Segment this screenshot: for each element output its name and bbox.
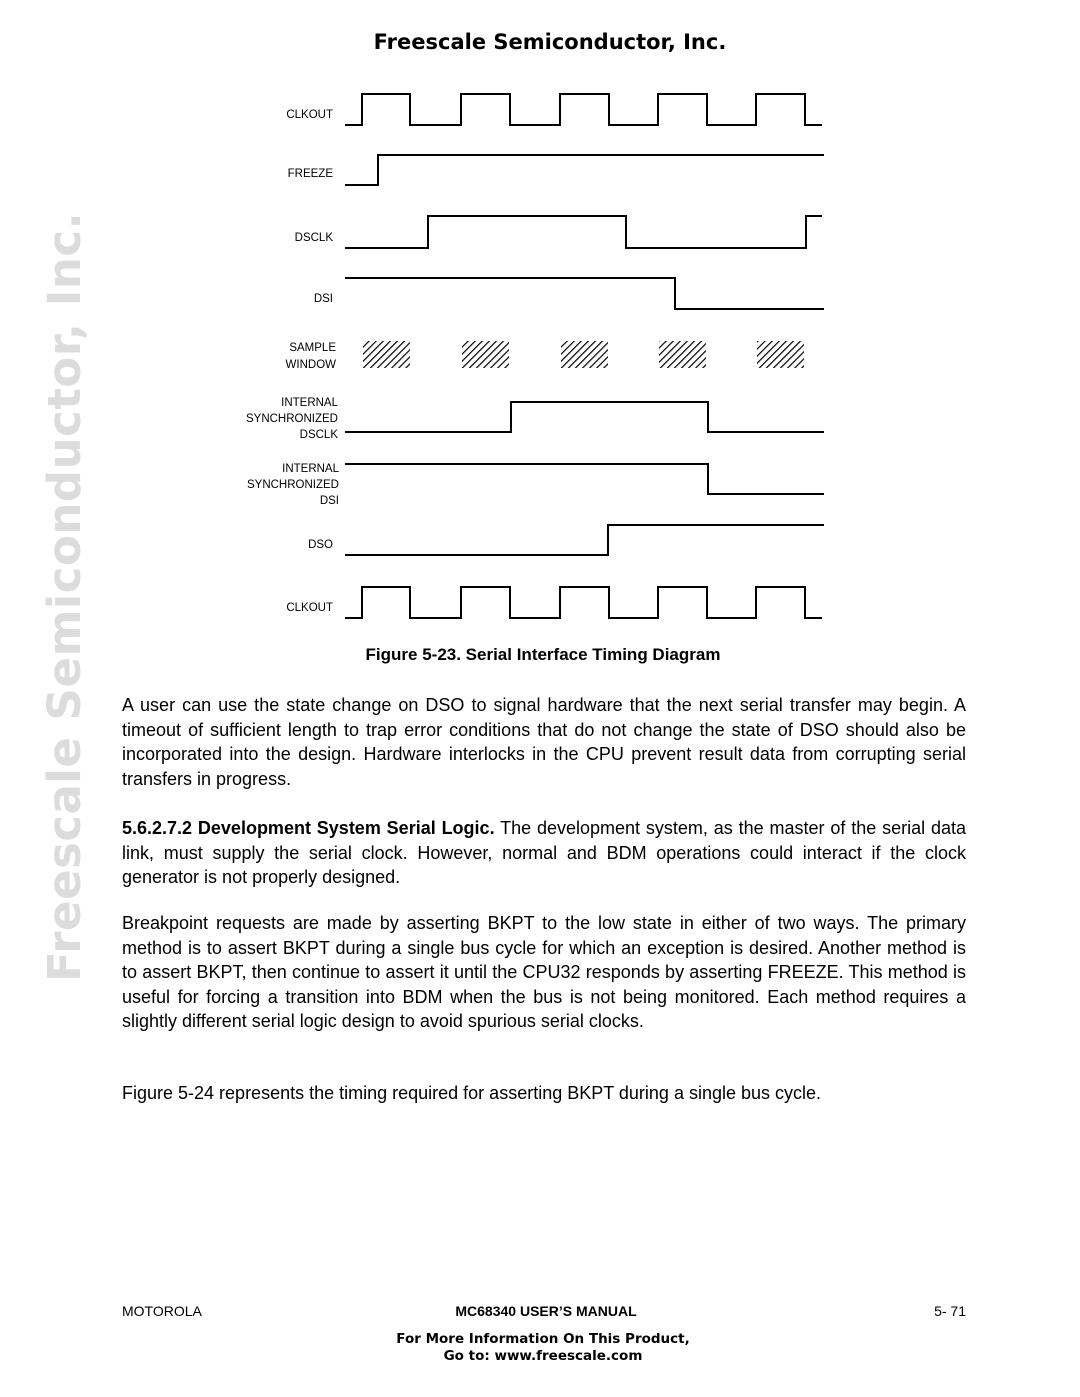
sample-window-block	[757, 341, 804, 368]
signal-label-isdsi-2: SYNCHRONIZED	[246, 479, 339, 491]
waveform-dsclk	[345, 216, 822, 248]
footer-page-number: 5- 71	[934, 1303, 966, 1319]
signal-internal-sync-dsclk	[246, 397, 824, 441]
paragraph-serial-logic-text: The development system, as the master of the serial data link, must supply the serial clock. However, normal and BDM operations could interact if the clock generator is not properly designed.	[122, 818, 966, 887]
waveform-clkout-bottom	[345, 587, 822, 618]
paragraph-serial-logic	[122, 816, 966, 890]
signal-label-dsclk: DSCLK	[294, 232, 333, 244]
waveform-internal-sync-dsclk	[345, 402, 824, 432]
section-heading: 5.6.2.7.2 Development System Serial Logic.	[122, 818, 495, 838]
signal-label-window: WINDOW	[285, 359, 336, 371]
timing-diagram	[0, 80, 1080, 640]
signal-clkout-top	[286, 94, 822, 125]
signal-clkout-bottom	[286, 587, 822, 618]
sample-window-block	[561, 341, 608, 368]
figure-caption: Figure 5-23. Serial Interface Timing Diagram	[365, 645, 721, 664]
signal-label-isdsclk-3: DSCLK	[299, 429, 338, 441]
waveform-clkout-top	[345, 94, 822, 125]
waveform-freeze	[345, 155, 824, 185]
sample-window-block	[462, 341, 509, 368]
signal-dsi	[314, 278, 824, 309]
sample-window-block	[363, 341, 410, 368]
page-header-title: Freescale Semiconductor, Inc.	[373, 30, 727, 54]
signal-label-clkout-top: CLKOUT	[286, 109, 333, 121]
waveform-dso	[345, 525, 824, 555]
waveform-dsi	[345, 278, 824, 309]
signal-freeze	[288, 155, 824, 185]
footer-manual-title: MC68340 USER’S MANUAL	[455, 1303, 637, 1319]
paragraph-breakpoint: Breakpoint requests are made by asserting BKPT to the low state in either of two ways. The primary method is to assert BKPT during a single bus cycle for which an exception is desired. Another method is to assert BKPT, then continue to assert it until the CPU32 responds by asserting FREEZE. This method is useful for forcing a transition into BDM when the bus is not being monitored. Each method requires a slightly different serial logic design to avoid spurious serial clocks.	[122, 913, 966, 1031]
signal-dsclk	[295, 216, 822, 248]
waveform-internal-sync-dsi	[345, 464, 824, 494]
signal-label-isdsi-1: INTERNAL	[282, 463, 339, 475]
footer-info-line1: For More Information On This Product,	[396, 1331, 690, 1347]
sample-window-block	[659, 341, 706, 368]
signal-label-dso: DSO	[308, 539, 333, 551]
signal-label-dsi: DSI	[313, 293, 333, 305]
signal-label-clkout-bottom: CLKOUT	[286, 602, 333, 614]
paragraph-dso-signal: A user can use the state change on DSO to signal hardware that the next serial transfer may begin. A timeout of sufficient length to trap error conditions that do not change the state of DSO should also be incorporated into the design. Hardware interlocks in the CPU prevent result data from corrupting serial transfers in progress.	[122, 695, 966, 789]
signal-label-sample: SAMPLE	[289, 342, 336, 354]
footer-info	[0, 1331, 1080, 1365]
signal-label-isdsi-3: DSI	[319, 495, 339, 507]
footer-info-line2: Go to: www.freescale.com	[443, 1348, 643, 1364]
side-watermark: Freescale Semiconductor, Inc.	[38, 211, 91, 982]
signal-label-freeze: FREEZE	[287, 168, 333, 180]
paragraph-figure-reference: Figure 5-24 represents the timing required for asserting BKPT during a single bus cycle.	[122, 1083, 822, 1103]
signal-label-isdsclk-2: SYNCHRONIZED	[245, 413, 338, 425]
signal-sample-window	[286, 341, 804, 371]
signal-label-isdsclk-1: INTERNAL	[281, 397, 338, 409]
footer-company: MOTOROLA	[122, 1303, 202, 1319]
signal-dso	[308, 525, 824, 555]
signal-internal-sync-dsi	[247, 463, 824, 507]
